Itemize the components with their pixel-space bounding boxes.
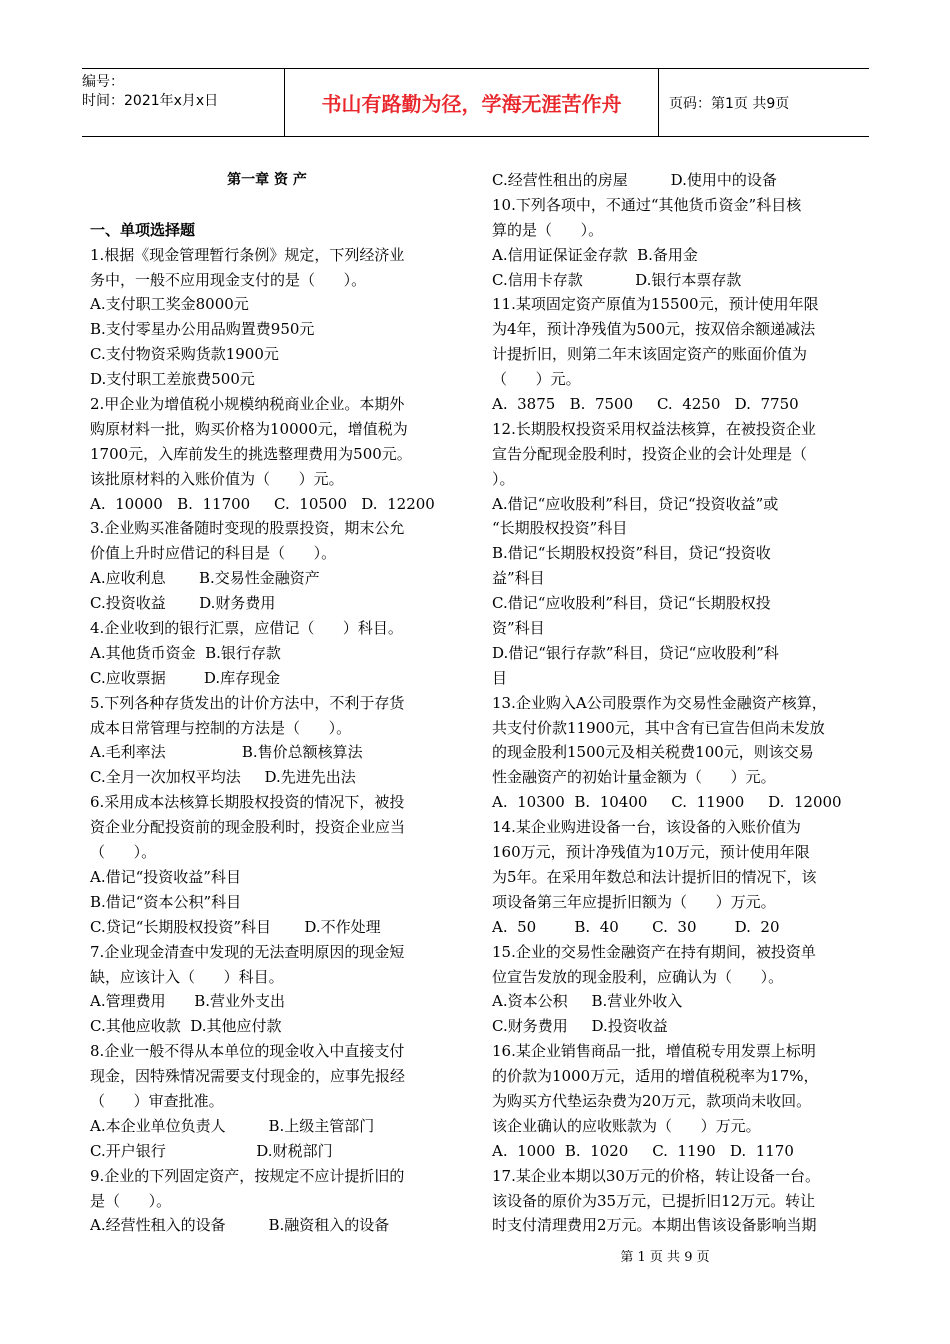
text-line: A. 50 B. 40 C. 30 D. 20 — [492, 917, 780, 936]
text-line: 7.企业现金清查中发现的无法查明原因的现金短 — [90, 942, 405, 961]
text-line: 计提折旧，则第二年末该固定资产的账面价值为 — [492, 345, 808, 364]
text-line: C.支付物资采购货款1900元 — [90, 345, 279, 364]
text-line: 8.企业一般不得从本单位的现金收入中直接支付 — [90, 1042, 405, 1061]
text-line: 6.采用成本法核算长期股权投资的情况下，被投 — [90, 793, 405, 812]
text-line: A. 1000 B. 1020 C. 1190 D. 1170 — [492, 1141, 794, 1160]
text-line: A.借记“投资收益”科目 — [90, 867, 241, 886]
text-line: C.投资收益 D.财务费用 — [90, 594, 276, 613]
text-line: B.借记“资本公积”科目 — [90, 892, 242, 911]
text-line: A. 10300 B. 10400 C. 11900 D. 12000 — [492, 793, 842, 812]
header-meta — [82, 69, 284, 136]
text-line: （ ）审查批准。 — [90, 1091, 224, 1110]
text-line: C.全月一次加权平均法 D.先进先出法 — [90, 768, 356, 787]
text-line: 价值上升时应借记的科目是（ ）。 — [90, 544, 337, 563]
text-line: （ ）元。 — [492, 370, 581, 389]
text-line: A.借记“应收股利”科目，贷记“投资收益”或 — [492, 494, 779, 513]
text-line: 性金融资产的初始计量金额为（ ）元。 — [492, 768, 776, 787]
text-line: B.借记“长期股权投资”科目，贷记“投资收 — [492, 544, 771, 563]
text-line: “长期股权投资”科目 — [492, 519, 628, 538]
text-line: 算的是（ ）。 — [492, 220, 604, 239]
text-line: 时支付清理费用2万元。本期出售该设备影响当期 — [492, 1216, 817, 1235]
text-line: 11.某项固定资产原值为15500元，预计使用年限 — [492, 295, 819, 314]
text-line: C.信用卡存款 D.银行本票存款 — [492, 270, 742, 289]
motto: 书山有路勤为径，学海无涯苦作舟 — [284, 69, 659, 136]
text-line: 1700元，入库前发生的挑选整理费用为500元。 — [90, 444, 412, 463]
text-line: 的现金股利1500元及相关税费100元，则该交易 — [492, 743, 814, 762]
section-title: 一、单项选择题 — [90, 220, 196, 239]
text-line: 项设备第三年应提折旧额为（ ）万元。 — [492, 892, 776, 911]
text-line: C.开户银行 D.财税部门 — [90, 1141, 333, 1160]
text-line: ）。 — [492, 469, 515, 488]
page-label: 页码：第1页 共9页 — [669, 95, 790, 112]
right-column — [492, 168, 852, 1238]
text-line: A.管理费用 B.营业外支出 — [90, 992, 286, 1011]
text-line: 为4年，预计净残值为500元，按双倍余额递减法 — [492, 320, 816, 339]
text-line: 13.企业购入A公司股票作为交易性金融资产核算， — [492, 693, 827, 712]
text-line: 为5年。在采用年数总和法计提折旧的情况下，该 — [492, 867, 817, 886]
text-line: 14.某企业购进设备一台，该设备的入账价值为 — [492, 818, 801, 837]
text-line: 5.下列各种存货发出的计价方法中，不利于存货 — [90, 693, 405, 712]
footer-text: 第 1 页 共 9 页 — [620, 1250, 710, 1265]
text-line: A.其他货币资金 B.银行存款 — [90, 643, 281, 662]
text-line: 3.企业购买准备随时变现的股票投资，期末公允 — [90, 519, 405, 538]
text-line: 缺，应该计入（ ）科目。 — [90, 967, 284, 986]
text-line: C.贷记“长期股权投资”科目 D.不作处理 — [90, 917, 381, 936]
text-line: A.经营性租入的设备 B.融资租入的设备 — [90, 1216, 390, 1235]
text-line: 共支付价款11900元，其中含有已宣告但尚未发放 — [492, 718, 825, 737]
text-line: D.支付职工差旅费500元 — [90, 370, 255, 389]
text-line: 位宣告发放的现金股利，应确认为（ ）。 — [492, 967, 784, 986]
text-line: C.财务费用 D.投资收益 — [492, 1017, 668, 1036]
text-line: A. 10000 B. 11700 C. 10500 D. 12200 — [90, 494, 435, 513]
text-line: A.支付职工奖金8000元 — [90, 295, 249, 314]
text-line: 该设备的原价为35万元，已提折旧12万元。转让 — [492, 1191, 816, 1210]
text-line: C.经营性租出的房屋 D.使用中的设备 — [492, 171, 777, 189]
text-line: （ ）。 — [90, 843, 157, 862]
time-label: 时间：2021年x月x日 — [82, 93, 219, 109]
text-line: 现金，因特殊情况需要支付现金的，应事先报经 — [90, 1067, 406, 1086]
text-line: 16.某企业销售商品一批，增值税专用发票上标明 — [492, 1042, 816, 1061]
text-line: 的价款为1000万元，适用的增值税税率为17%， — [492, 1067, 819, 1086]
number-label: 编号： — [82, 74, 124, 90]
text-line: A.本企业单位负责人 B.上级主管部门 — [90, 1116, 375, 1135]
text-line: 9.企业的下列固定资产，按规定不应计提折旧的 — [90, 1166, 405, 1185]
text-line: 为购买方代垫运杂费为20万元，款项尚未收回。 — [492, 1091, 812, 1110]
text-line: 资企业分配投资前的现金股利时，投资企业应当 — [90, 818, 406, 837]
text-line: 10.下列各项中，不通过“其他货币资金”科目核 — [492, 195, 802, 214]
text-line: 160万元，预计净残值为10万元，预计使用年限 — [492, 843, 810, 862]
text-line: 务中，一般不应用现金支付的是（ ）。 — [90, 270, 367, 289]
text-line: 1.根据《现金管理暂行条例》规定，下列经济业 — [90, 245, 405, 264]
text-line: 该批原材料的入账价值为（ ）元。 — [90, 469, 344, 488]
text-line: 目 — [492, 668, 508, 687]
text-line: C.其他应收款 D.其他应付款 — [90, 1017, 282, 1036]
text-line: 4.企业收到的银行汇票，应借记（ ）科目。 — [90, 619, 403, 638]
text-line: A.信用证保证金存款 B.备用金 — [492, 245, 698, 264]
document-header — [82, 68, 869, 137]
text-line: 17.某企业本期以30万元的价格，转让设备一台。 — [492, 1166, 820, 1185]
text-line: C.应收票据 D.库存现金 — [90, 668, 281, 687]
text-line: D.借记“银行存款”科目，贷记“应收股利”科 — [492, 643, 779, 662]
text-line: C.借记“应收股利”科目，贷记“长期股权投 — [492, 594, 771, 613]
text-line: 资”科目 — [492, 619, 545, 638]
text-line: 15.企业的交易性金融资产在持有期间，被投资单 — [492, 942, 816, 961]
text-line: A.资本公积 B.营业外收入 — [492, 992, 683, 1011]
text-line: 是（ ）。 — [90, 1191, 172, 1210]
text-line: 12.长期股权投资采用权益法核算，在被投资企业 — [492, 419, 816, 438]
text-line: 益”科目 — [492, 569, 545, 588]
text-line: 成本日常管理与控制的方法是（ ）。 — [90, 718, 352, 737]
left-column — [90, 168, 450, 1238]
text-line: A. 3875 B. 7500 C. 4250 D. 7750 — [492, 395, 799, 414]
text-line: A.应收利息 B.交易性金融资产 — [90, 569, 320, 588]
text-line: 购原材料一批，购买价格为10000元，增值税为 — [90, 419, 408, 438]
text-line: B.支付零星办公用品购置费950元 — [90, 320, 315, 339]
text-line: 2.甲企业为增值税小规模纳税商业企业。本期外 — [90, 395, 405, 414]
page-footer — [0, 1246, 950, 1265]
text-line: 该企业确认的应收账款为（ ）万元。 — [492, 1116, 761, 1135]
text-line: A.毛利率法 B.售价总额核算法 — [90, 743, 363, 762]
text-line: 宣告分配现金股利时，投资企业的会计处理是（ — [492, 444, 808, 463]
chapter-title: 第一章 资 产 — [227, 172, 307, 188]
